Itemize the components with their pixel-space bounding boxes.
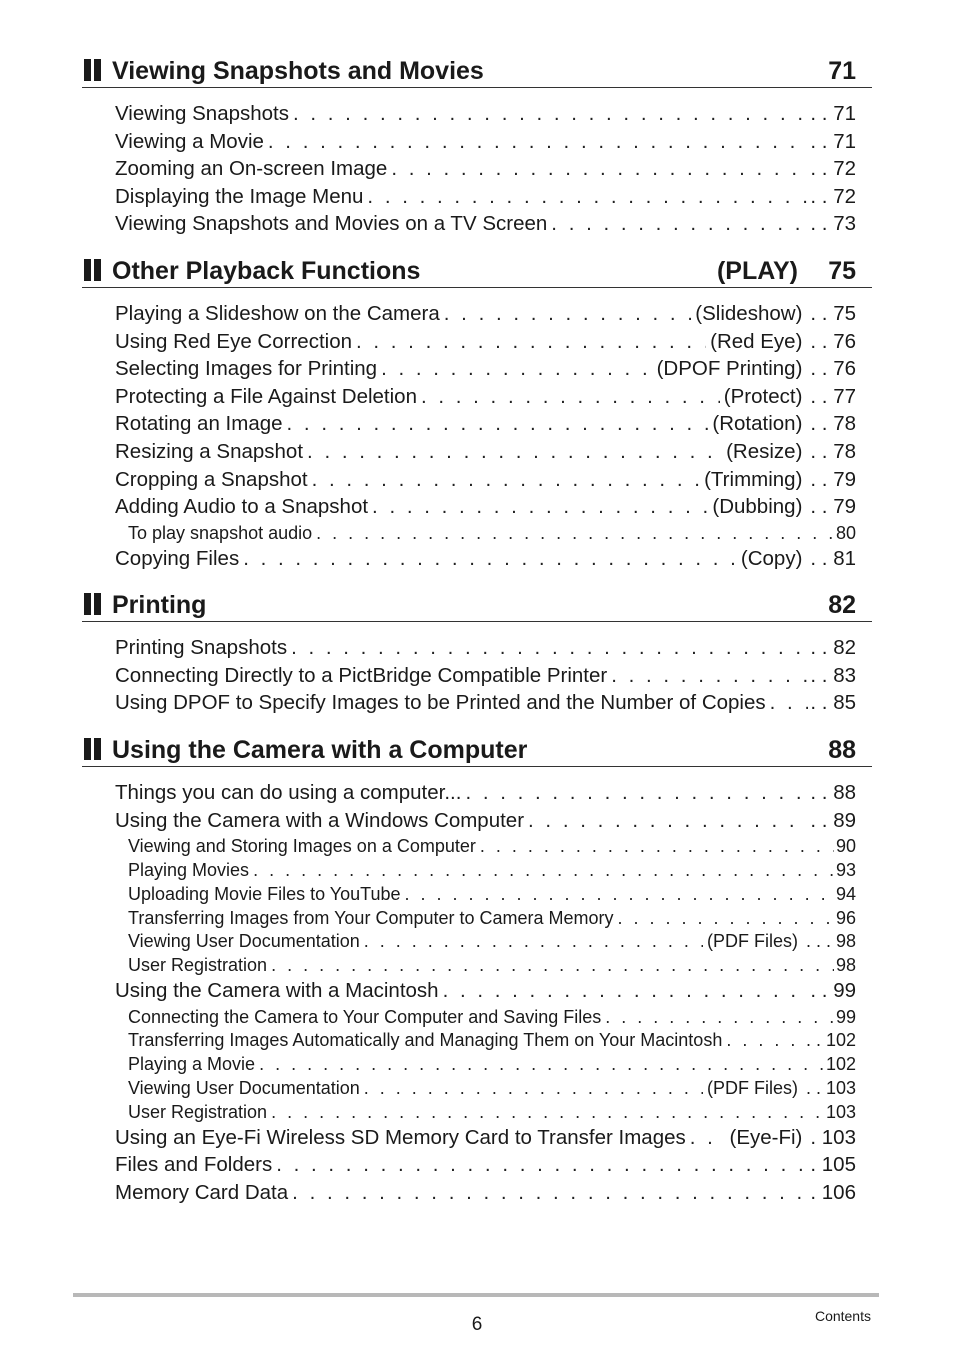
toc-entry[interactable] — [115, 494, 856, 522]
entry-list — [82, 88, 872, 239]
entry-page: . . 79 — [810, 495, 856, 519]
dot-leader — [243, 546, 737, 572]
dot-leader — [312, 467, 700, 493]
entry-page: . . 72 — [810, 184, 856, 208]
entry-page: . . 85 — [810, 691, 856, 715]
dot-leader — [291, 635, 808, 661]
toc-entry[interactable] — [115, 211, 856, 239]
dot-leader — [364, 1077, 703, 1099]
entry-page: . 105 — [810, 1153, 856, 1177]
toc-entry[interactable] — [115, 1180, 856, 1208]
entry-page: . . 71 — [810, 102, 856, 125]
dot-leader — [605, 1006, 834, 1028]
entry-title: Selecting Images for Printing — [115, 356, 381, 382]
section-computer — [82, 730, 872, 1207]
toc-entry[interactable] — [115, 1125, 856, 1153]
dot-leader — [770, 690, 809, 716]
toc-entry[interactable] — [115, 156, 856, 184]
dot-leader — [726, 1029, 804, 1051]
dot-leader — [259, 1053, 824, 1075]
entry-title: Things you can do using a computer... — [115, 780, 465, 806]
entry-title: Adding Audio to a Snapshot — [115, 494, 372, 520]
toc-entry[interactable] — [115, 101, 856, 129]
entry-page: . . 75 — [810, 302, 856, 325]
dot-leader — [528, 808, 808, 834]
dot-leader — [276, 1152, 808, 1178]
entry-category: (Dubbing) — [708, 494, 808, 520]
entry-page: 98 — [835, 955, 856, 976]
entry-page: . . 72 — [810, 157, 856, 181]
toc-entry[interactable] — [115, 384, 856, 412]
toc-entry[interactable] — [115, 690, 856, 718]
section-page: 88 — [828, 736, 856, 764]
entry-title: Rotating an Image — [115, 411, 287, 437]
section-header — [82, 251, 872, 288]
entry-title: User Registration — [128, 1101, 271, 1123]
entry-title: Uploading Movie Files to YouTube — [128, 883, 405, 905]
toc-subentry[interactable] — [128, 522, 856, 546]
entry-title: Files and Folders — [115, 1152, 276, 1178]
toc-subentry[interactable] — [128, 907, 856, 931]
toc-entry[interactable] — [115, 546, 856, 574]
entry-page: . . 102 — [805, 1030, 856, 1051]
entry-title: Connecting the Camera to Your Computer and Saving Files — [128, 1006, 605, 1028]
section-marker-icon — [84, 259, 102, 281]
dot-leader — [292, 1180, 808, 1206]
entry-list — [82, 767, 872, 1207]
entry-title: Memory Card Data — [115, 1180, 292, 1206]
entry-title: Viewing a Movie — [115, 129, 268, 155]
section-title: Viewing Snapshots and Movies — [112, 57, 484, 85]
entry-page: . . 76 — [810, 357, 856, 381]
section-viewing — [82, 51, 872, 239]
entry-category: (Copy) — [737, 546, 809, 572]
footer-rule — [73, 1293, 879, 1297]
dot-leader — [293, 101, 808, 127]
section-header — [82, 51, 872, 88]
entry-page: . 106 — [810, 1180, 856, 1204]
section-title: Printing — [112, 591, 207, 619]
section-page: 75 — [828, 257, 856, 285]
entry-title: Using DPOF to Specify Images to be Printed and the Number of Copies — [115, 690, 770, 716]
entry-page: . . 99 — [810, 978, 856, 1002]
entry-title: Using the Camera with a Windows Computer — [115, 808, 528, 834]
dot-leader — [618, 907, 834, 929]
entry-title: Viewing User Documentation — [128, 1077, 364, 1099]
dot-leader — [364, 930, 703, 952]
dot-leader — [367, 184, 808, 210]
dot-leader — [443, 978, 809, 1004]
toc-entry[interactable] — [115, 1152, 856, 1180]
entry-page: . . 73 — [810, 212, 856, 236]
entry-title: Transferring Images Automatically and Managing Them on Your Macintosh — [128, 1029, 726, 1051]
entry-category: (Eye-Fi) — [726, 1125, 809, 1151]
entry-category: (Protect) — [720, 384, 809, 410]
entry-title: Playing Movies — [128, 859, 253, 881]
dot-leader — [316, 522, 834, 544]
toc-entry[interactable] — [115, 356, 856, 384]
toc-subentry[interactable] — [128, 930, 856, 954]
entry-title: Zooming an On-screen Image — [115, 156, 391, 182]
entry-title: Copying Files — [115, 546, 243, 572]
toc-entry[interactable] — [115, 467, 856, 495]
page-number: 6 — [471, 1314, 483, 1335]
entry-category: (PDF Files) — [703, 930, 804, 952]
section-page: 82 — [828, 591, 856, 619]
toc-subentry[interactable] — [128, 835, 856, 859]
toc-subentry[interactable] — [128, 1101, 856, 1125]
toc-entry[interactable] — [115, 663, 856, 691]
entry-page: . . 81 — [810, 546, 856, 570]
section-marker-icon — [84, 593, 102, 615]
entry-category: (DPOF Printing) — [653, 356, 809, 382]
section-header — [82, 730, 872, 767]
toc-subentry[interactable] — [128, 1006, 856, 1030]
entry-page: 94 — [835, 883, 856, 904]
dot-leader — [271, 1101, 824, 1123]
dot-leader — [253, 859, 834, 881]
entry-title: Using Red Eye Correction — [115, 329, 356, 355]
toc-subentry[interactable] — [128, 1053, 856, 1077]
entry-page: . . 78 — [810, 412, 856, 436]
toc-entry[interactable] — [115, 301, 856, 329]
entry-page: . . 103 — [805, 1077, 856, 1098]
entry-page: . . 71 — [810, 129, 856, 153]
entry-title: Resizing a Snapshot — [115, 439, 307, 465]
toc-subentry[interactable] — [128, 1077, 856, 1101]
entry-title: Playing a Slideshow on the Camera — [115, 301, 444, 327]
section-printing — [82, 585, 872, 718]
footer-label: Contents — [814, 1308, 871, 1324]
toc-entry[interactable] — [115, 635, 856, 663]
entry-page: . . 82 — [810, 636, 856, 659]
section-other-playback — [82, 251, 872, 573]
section-header — [82, 585, 872, 622]
dot-leader — [421, 384, 720, 410]
dot-leader — [444, 301, 692, 327]
entry-page: . . 76 — [810, 329, 856, 353]
entry-title: Transferring Images from Your Computer to Camera Memory — [128, 907, 618, 929]
dot-leader — [372, 494, 708, 520]
dot-leader — [611, 663, 808, 689]
entry-page: . . 88 — [810, 781, 856, 804]
entry-page: 102 — [825, 1054, 856, 1075]
entry-list — [82, 288, 872, 573]
entry-page: . . 79 — [810, 467, 856, 491]
entry-page: 96 — [835, 907, 856, 928]
entry-page: . . 83 — [810, 663, 856, 687]
entry-title: Playing a Movie — [128, 1053, 259, 1075]
dot-leader — [307, 439, 722, 465]
dot-leader — [465, 780, 808, 806]
dot-leader — [381, 356, 653, 382]
toc-entry[interactable] — [115, 439, 856, 467]
entry-page: 99 — [835, 1006, 856, 1027]
entry-page: 93 — [835, 859, 856, 880]
dot-leader — [391, 156, 808, 182]
entry-title: Using the Camera with a Macintosh — [115, 978, 443, 1004]
entry-category: (Slideshow) — [691, 301, 808, 327]
toc-entry[interactable] — [115, 780, 856, 808]
section-page: 71 — [828, 57, 856, 85]
entry-page: . . 89 — [810, 808, 856, 832]
toc-entry[interactable] — [115, 411, 856, 439]
toc-entry[interactable] — [115, 329, 856, 357]
entry-category: (Rotation) — [708, 411, 808, 437]
entry-title: User Registration — [128, 954, 271, 976]
entry-category: (Resize) — [722, 439, 808, 465]
section-marker-icon — [84, 738, 102, 760]
toc-subentry[interactable] — [128, 883, 856, 907]
toc-entry[interactable] — [115, 978, 856, 1006]
section-category: (PLAY) — [716, 257, 798, 285]
entry-title: Viewing User Documentation — [128, 930, 364, 952]
entry-list — [82, 622, 872, 718]
entry-title: Viewing Snapshots and Movies on a TV Screen — [115, 211, 551, 237]
entry-title: Using an Eye-Fi Wireless SD Memory Card to Transfer Images — [115, 1125, 690, 1151]
entry-title: Cropping a Snapshot — [115, 467, 312, 493]
dot-leader — [405, 883, 834, 905]
toc-subentry[interactable] — [128, 1029, 856, 1053]
entry-category: (PDF Files) — [703, 1077, 804, 1099]
toc-entry[interactable] — [115, 129, 856, 157]
dot-leader — [551, 211, 808, 237]
entry-title: Printing Snapshots — [115, 635, 291, 661]
entry-page: 90 — [835, 836, 856, 857]
dot-leader — [271, 954, 834, 976]
toc-subentry[interactable] — [128, 859, 856, 883]
entry-page: . . . 98 — [805, 931, 856, 952]
entry-title: Viewing and Storing Images on a Computer — [128, 835, 480, 857]
section-title: Using the Camera with a Computer — [112, 736, 528, 764]
section-marker-icon — [84, 59, 102, 81]
dot-leader — [356, 329, 706, 355]
entry-title: Protecting a File Against Deletion — [115, 384, 421, 410]
section-title: Other Playback Functions — [112, 257, 421, 285]
dot-leader — [268, 129, 809, 155]
entry-page: . . 77 — [810, 384, 856, 408]
entry-title: Viewing Snapshots — [115, 101, 293, 127]
entry-page: . 103 — [810, 1125, 856, 1149]
dot-leader — [480, 835, 834, 857]
toc-entry[interactable] — [115, 808, 856, 836]
entry-page: . . 78 — [810, 439, 856, 463]
entry-page: 103 — [825, 1101, 856, 1122]
dot-leader — [287, 411, 709, 437]
toc-entry[interactable] — [115, 184, 856, 212]
entry-title: Connecting Directly to a PictBridge Compatible Printer — [115, 663, 611, 689]
entry-page: 80 — [835, 522, 856, 543]
dot-leader — [690, 1125, 726, 1151]
entry-title: To play snapshot audio — [128, 522, 316, 544]
toc-subentry[interactable] — [128, 954, 856, 978]
entry-title: Displaying the Image Menu — [115, 184, 367, 210]
entry-category: (Red Eye) — [706, 329, 808, 355]
entry-category: (Trimming) — [700, 467, 808, 493]
